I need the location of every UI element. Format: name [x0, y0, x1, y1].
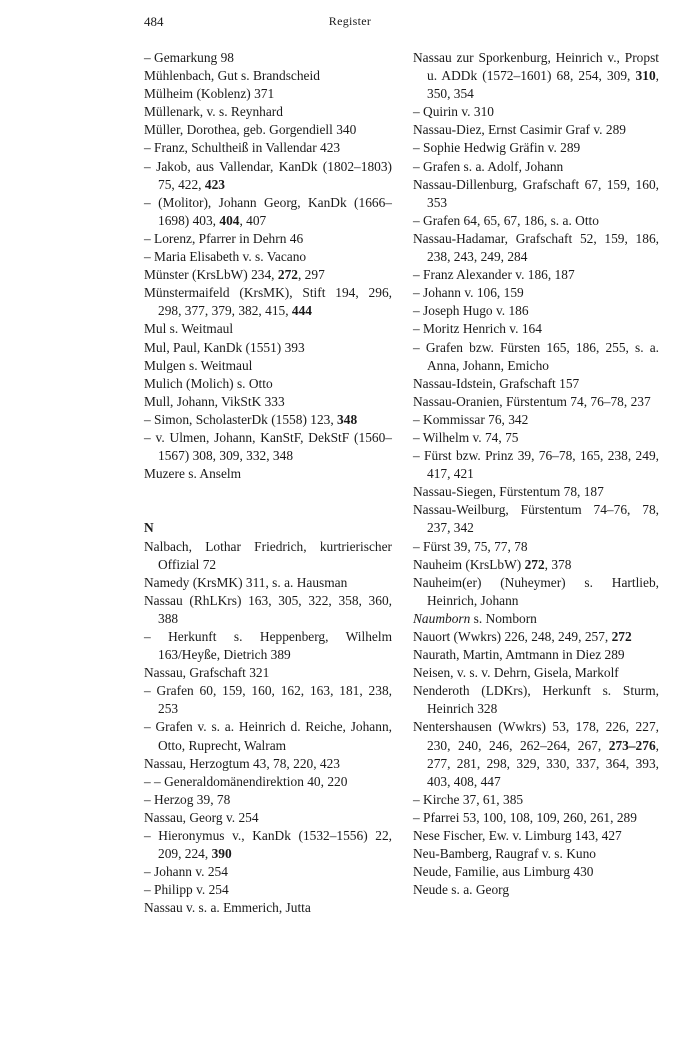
entry-text: Mull, Johann, VikStK 333	[144, 393, 285, 409]
index-entry	[413, 284, 659, 302]
index-entry	[413, 501, 659, 537]
index-entry	[144, 465, 392, 483]
index-entry	[144, 682, 392, 718]
entry-text: – v. Ulmen, Johann, KanStF, DekStF (1560–1567) 308, 309, 332, 348	[144, 429, 392, 464]
entry-text: – Maria Elisabeth v. s. Vacano	[144, 249, 307, 265]
blank-line	[144, 483, 392, 501]
index-entry	[144, 49, 392, 67]
entry-text: – Grafen 60, 159, 160, 162, 163, 181, 238, 253	[144, 683, 392, 717]
index-entry	[413, 646, 659, 664]
entry-text: – Franz, Schultheiß in Vallendar 423	[144, 140, 341, 156]
entry-text: Müller, Dorothea, geb. Gorgendiell 340	[144, 122, 357, 138]
index-entry	[144, 248, 392, 266]
entry-text: Nauheim (KrsLbW)	[413, 556, 525, 572]
entry-text: – Sophie Hedwig Gräfin v. 289	[413, 140, 581, 156]
entry-text: – Moritz Henrich v. 164	[413, 321, 542, 337]
index-entry	[144, 863, 392, 881]
index-entry	[413, 574, 659, 610]
entry-text: Neisen, v. s. v. Dehrn, Gisela, Markolf	[413, 665, 619, 681]
entry-text: – Pfarrei 53, 100, 108, 109, 260, 261, 289	[413, 809, 637, 825]
index-entry	[144, 375, 392, 393]
entry-text: Nassau (RhLKrs) 163, 305, 322, 358, 360, 388	[144, 592, 392, 626]
entry-bold-page-ref: 310	[635, 68, 656, 84]
entry-text: – Joseph Hugo v. 186	[413, 303, 529, 319]
index-entry	[144, 357, 392, 375]
entry-text-after: , 277, 281, 298, 329, 330, 337, 364, 393, 403, 408, 447	[427, 737, 659, 789]
index-entry	[144, 429, 392, 465]
index-entry	[413, 393, 659, 411]
index-entry	[144, 284, 392, 320]
entry-text: – Johann v. 254	[144, 864, 228, 880]
index-entry	[413, 266, 659, 284]
entry-text: – Hieronymus v., KanDk (1532–1556) 22, 209, 224,	[144, 828, 392, 862]
entry-text: Münstermaifeld (KrsMK), Stift 194, 296, 298, 377, 379, 382, 415,	[144, 285, 392, 319]
entry-text: – – Generaldomänendirektion 40, 220	[144, 773, 348, 789]
entry-text: – Grafen 64, 65, 67, 186, s. a. Otto	[413, 212, 599, 228]
running-head: Register	[328, 14, 372, 28]
index-entry	[144, 339, 392, 357]
index-entry	[413, 718, 659, 790]
entry-text: Müllenark, v. s. Reynhard	[144, 104, 283, 120]
entry-text: – Grafen v. s. a. Heinrich d. Reiche, Johann, Otto, Ruprecht, Walram	[144, 719, 392, 753]
index-entry	[413, 121, 659, 139]
entry-text: Nassau zur Sporkenburg, Heinrich v., Propst u. ADDk (1572–1601) 68, 254, 309,	[413, 50, 659, 84]
entry-text: Mühlenbach, Gut s. Brandscheid	[144, 68, 320, 84]
index-entry	[413, 628, 659, 646]
index-entry	[413, 483, 659, 501]
entry-text: Nassau-Weilburg, Fürstentum 74–76, 78, 237, 342	[413, 502, 659, 536]
entry-text: Namedy (KrsMK) 311, s. a. Hausman	[144, 574, 348, 590]
entry-text: Nassau, Herzogtum 43, 78, 220, 423	[144, 755, 340, 771]
entry-text: Nassau-Siegen, Fürstentum 78, 187	[413, 484, 604, 500]
page-header	[0, 14, 700, 34]
entry-text: Nassau, Grafschaft 321	[144, 665, 270, 681]
entry-text: – Jakob, aus Vallendar, KanDk (1802–1803) 75, 422,	[144, 158, 392, 192]
entry-text-after: , 378	[544, 556, 572, 572]
index-entry	[144, 320, 392, 338]
entry-text: – Lorenz, Pfarrer in Dehrn 46	[144, 230, 304, 246]
index-entry	[144, 574, 392, 592]
entry-text: Muzere s. Anselm	[144, 466, 242, 482]
entry-text-after: , 407	[239, 212, 267, 228]
entry-text: Nassau-Idstein, Grafschaft 157	[413, 375, 580, 391]
index-entry	[144, 899, 392, 917]
index-entry	[413, 881, 659, 899]
entry-bold-page-ref: 444	[291, 303, 312, 319]
index-entry	[144, 194, 392, 230]
index-entry	[144, 230, 392, 248]
index-entry	[413, 863, 659, 881]
index-entry	[144, 266, 392, 284]
entry-text: Mülheim (Koblenz) 371	[144, 86, 275, 102]
index-entry	[144, 718, 392, 754]
entry-text: – Grafen s. a. Adolf, Johann	[413, 158, 564, 174]
letter-heading: N	[144, 520, 154, 536]
entry-bold-page-ref: 423	[204, 176, 225, 192]
entry-bold-page-ref: 272	[524, 556, 545, 572]
index-entry	[413, 158, 659, 176]
index-entry	[144, 755, 392, 773]
index-entry	[413, 791, 659, 809]
entry-text: – Simon, ScholasterDk (1558) 123,	[144, 411, 338, 427]
entry-text: – Fürst bzw. Prinz 39, 76–78, 165, 238, 249, 417, 421	[413, 448, 659, 482]
index-entry	[413, 538, 659, 556]
index-column-right	[413, 49, 659, 899]
entry-text: – Fürst 39, 75, 77, 78	[413, 538, 528, 554]
entry-text: – Philipp v. 254	[144, 882, 229, 898]
entry-bold-page-ref: 348	[337, 411, 358, 427]
index-entry	[413, 176, 659, 212]
entry-bold-page-ref: 272	[277, 267, 298, 283]
index-entry	[413, 411, 659, 429]
index-entry	[144, 121, 392, 139]
entry-text: Mul s. Weitmaul	[144, 321, 234, 337]
index-entry	[144, 139, 392, 157]
entry-text: Münster (KrsLbW) 234,	[144, 267, 278, 283]
entry-text: Mulgen s. Weitmaul	[144, 357, 253, 373]
index-entry	[413, 375, 659, 393]
entry-text: – Wilhelm v. 74, 75	[413, 429, 519, 445]
entry-bold-page-ref: 273–276	[608, 737, 656, 753]
entry-text-after: s. Nomborn	[470, 610, 537, 626]
index-entry	[144, 592, 392, 628]
index-entry	[413, 682, 659, 718]
entry-text: Nese Fischer, Ew. v. Limburg 143, 427	[413, 828, 622, 844]
entry-text: Nassau-Diez, Ernst Casimir Graf v. 289	[413, 122, 626, 138]
index-column-left	[144, 49, 392, 918]
entry-text: Nassau-Dillenburg, Grafschaft 67, 159, 160, 353	[413, 176, 659, 210]
index-entry	[413, 103, 659, 121]
entry-text: Nassau, Georg v. 254	[144, 809, 259, 825]
index-entry	[413, 320, 659, 338]
entry-italic: Naumborn	[413, 610, 471, 626]
index-entry	[144, 628, 392, 664]
index-entry	[413, 827, 659, 845]
index-entry	[413, 302, 659, 320]
index-entry	[144, 791, 392, 809]
index-entry	[413, 339, 659, 375]
index-entry	[144, 158, 392, 194]
page-number: 484	[144, 14, 164, 29]
entry-text: – Kirche 37, 61, 385	[413, 791, 524, 807]
entry-text: Neu-Bamberg, Raugraf v. s. Kuno	[413, 846, 596, 862]
entry-text: Neude, Familie, aus Limburg 430	[413, 864, 594, 880]
index-entry	[413, 212, 659, 230]
entry-text: – Franz Alexander v. 186, 187	[413, 267, 575, 283]
index-entry	[144, 103, 392, 121]
entry-text: Nentershausen (Wwkrs) 53, 178, 226, 227, 230, 240, 246, 262–264, 267,	[413, 719, 659, 753]
entry-text: Neude s. a. Georg	[413, 882, 510, 898]
index-entry	[144, 393, 392, 411]
index-entry	[144, 538, 392, 574]
entry-text: – Johann v. 106, 159	[413, 285, 524, 301]
entry-text: – Herkunft s. Heppenberg, Wilhelm 163/Heyße, Dietrich 389	[144, 629, 392, 663]
index-entry	[144, 664, 392, 682]
entry-text-after: , 350, 354	[427, 68, 659, 102]
entry-bold-page-ref: 272	[611, 629, 632, 644]
entry-text: – Kommissar 76, 342	[413, 411, 529, 427]
index-entry	[413, 429, 659, 447]
index-entry	[413, 809, 659, 827]
entry-text: Nassau-Oranien, Fürstentum 74, 76–78, 237	[413, 393, 651, 409]
entry-text: Nauheim(er) (Nuheymer) s. Hartlieb, Heinrich, Johann	[413, 574, 659, 608]
entry-text: – Herzog 39, 78	[144, 791, 231, 807]
entry-bold-page-ref: 390	[211, 846, 232, 862]
entry-text: Nauort (Wwkrs) 226, 248, 249, 257,	[413, 629, 612, 644]
entry-text: – Grafen bzw. Fürsten 165, 186, 255, s. a. Anna, Johann, Emicho	[413, 339, 659, 373]
index-entry	[144, 809, 392, 827]
entry-text: – Gemarkung 98	[144, 50, 234, 65]
index-entry	[144, 67, 392, 85]
entry-text: Mulich (Molich) s. Otto	[144, 375, 273, 391]
entry-bold-page-ref: 404	[219, 212, 240, 228]
index-entry	[413, 139, 659, 157]
blank-line	[144, 501, 392, 519]
entry-text: Nassau v. s. a. Emmerich, Jutta	[144, 900, 311, 916]
entry-text: Nassau-Hadamar, Grafschaft 52, 159, 186, 238, 243, 249, 284	[413, 230, 659, 265]
entry-text: Nenderoth (LDKrs), Herkunft s. Sturm, Heinrich 328	[413, 683, 659, 717]
index-entry	[144, 85, 392, 103]
entry-text: Naurath, Martin, Amtmann in Diez 289	[413, 647, 625, 663]
index-entry	[413, 845, 659, 863]
index-entry	[144, 773, 392, 791]
entry-text: Nalbach, Lothar Friedrich, kurtrierischer Offizial 72	[144, 538, 392, 572]
index-entry	[413, 230, 659, 266]
entry-text: – (Molitor), Johann Georg, KanDk (1666–1698) 403,	[144, 194, 392, 228]
index-entry	[413, 447, 659, 483]
index-entry	[413, 664, 659, 682]
entry-text: Mul, Paul, KanDk (1551) 393	[144, 339, 305, 355]
index-entry	[144, 881, 392, 899]
entry-text-after: , 297	[297, 267, 325, 283]
index-entry	[413, 610, 659, 628]
entry-text: – Quirin v. 310	[413, 104, 494, 120]
index-entry	[144, 411, 392, 429]
index-entry	[413, 49, 659, 103]
index-entry	[413, 556, 659, 574]
index-entry	[144, 827, 392, 863]
